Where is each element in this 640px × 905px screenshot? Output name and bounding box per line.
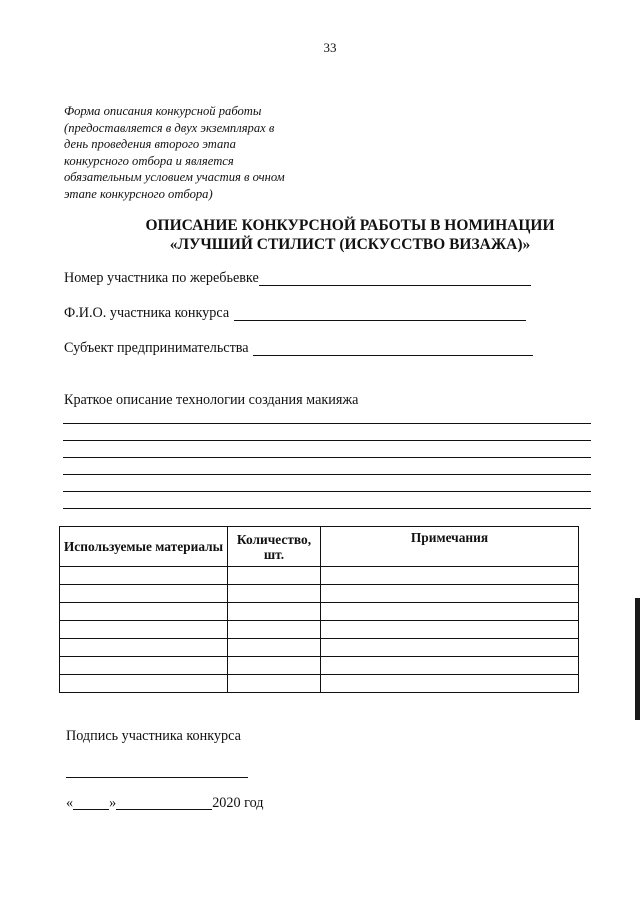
notes-cell[interactable] [321,621,579,639]
participant-number-field [64,270,531,287]
materials-cell[interactable] [60,567,228,585]
business-subject-input-line[interactable] [253,355,533,356]
quantity-cell[interactable] [228,621,321,639]
form-note [64,103,364,203]
business-subject-label: Субъект предпринимательства [64,340,249,356]
materials-cell[interactable] [60,639,228,657]
date-close-quote: » [109,795,117,811]
description-line[interactable] [63,440,591,441]
materials-cell[interactable] [60,603,228,621]
document-title-line-2: «ЛУЧШИЙ СТИЛИСТ (ИСКУССТВО ВИЗАЖА)» [169,236,531,253]
notes-column-header: Примечания [321,527,579,567]
date-open-quote: « [66,795,74,811]
table-row [60,675,579,693]
document-title-line-1: ОПИСАНИЕ КОНКУРСНОЙ РАБОТЫ В НОМИНАЦИИ [145,217,555,234]
quantity-cell[interactable] [228,567,321,585]
form-note-line: (предоставляется в двух экземплярах в [64,120,275,135]
description-line[interactable] [63,508,591,509]
materials-cell[interactable] [60,585,228,603]
quantity-cell[interactable] [228,675,321,693]
participant-name-field [64,305,526,322]
form-note-line: Форма описания конкурсной работы [64,104,262,118]
table-row [60,567,579,585]
notes-cell[interactable] [321,585,579,603]
table-row [60,621,579,639]
materials-table-header-row [60,527,579,567]
date-year-label: 2020 год [212,795,264,811]
form-note-line: день проведения второго этапа [64,137,236,152]
materials-cell[interactable] [60,621,228,639]
description-label: Краткое описание технологии создания макияжа [64,392,359,408]
date-day-input-line[interactable] [73,809,109,810]
participant-name-label: Ф.И.О. участника конкурса [64,305,230,321]
description-line[interactable] [63,474,591,475]
table-row [60,639,579,657]
notes-cell[interactable] [321,639,579,657]
table-row [60,657,579,675]
description-line[interactable] [63,457,591,458]
signature-label: Подпись участника конкурса [66,728,241,744]
description-line[interactable] [63,491,591,492]
table-row [60,585,579,603]
participant-name-input-line[interactable] [234,320,526,321]
quantity-column-header: Количество, шт. [228,527,321,567]
page-number: 33 [323,40,337,55]
notes-cell[interactable] [321,603,579,621]
page-edge-mark [635,598,640,720]
quantity-cell[interactable] [228,585,321,603]
participant-number-input-line[interactable] [259,285,531,286]
quantity-cell[interactable] [228,639,321,657]
table-row [60,603,579,621]
notes-cell[interactable] [321,675,579,693]
date-month-input-line[interactable] [116,809,212,810]
materials-cell[interactable] [60,657,228,675]
quantity-cell[interactable] [228,657,321,675]
form-note-line: этапе конкурсного отбора) [64,186,213,201]
notes-cell[interactable] [321,567,579,585]
materials-table [59,526,579,693]
materials-column-header: Используемые материалы [60,527,228,567]
notes-cell[interactable] [321,657,579,675]
date-row [66,795,263,812]
signature-input-line[interactable] [66,777,248,778]
business-subject-field [64,340,533,357]
description-line[interactable] [63,423,591,424]
form-note-line: обязательным условием участия в очном [64,170,285,185]
materials-cell[interactable] [60,675,228,693]
quantity-cell[interactable] [228,603,321,621]
document-title [80,216,620,254]
participant-number-label: Номер участника по жеребьевке [64,270,259,286]
form-note-line: конкурсного отбора и является [64,153,234,168]
